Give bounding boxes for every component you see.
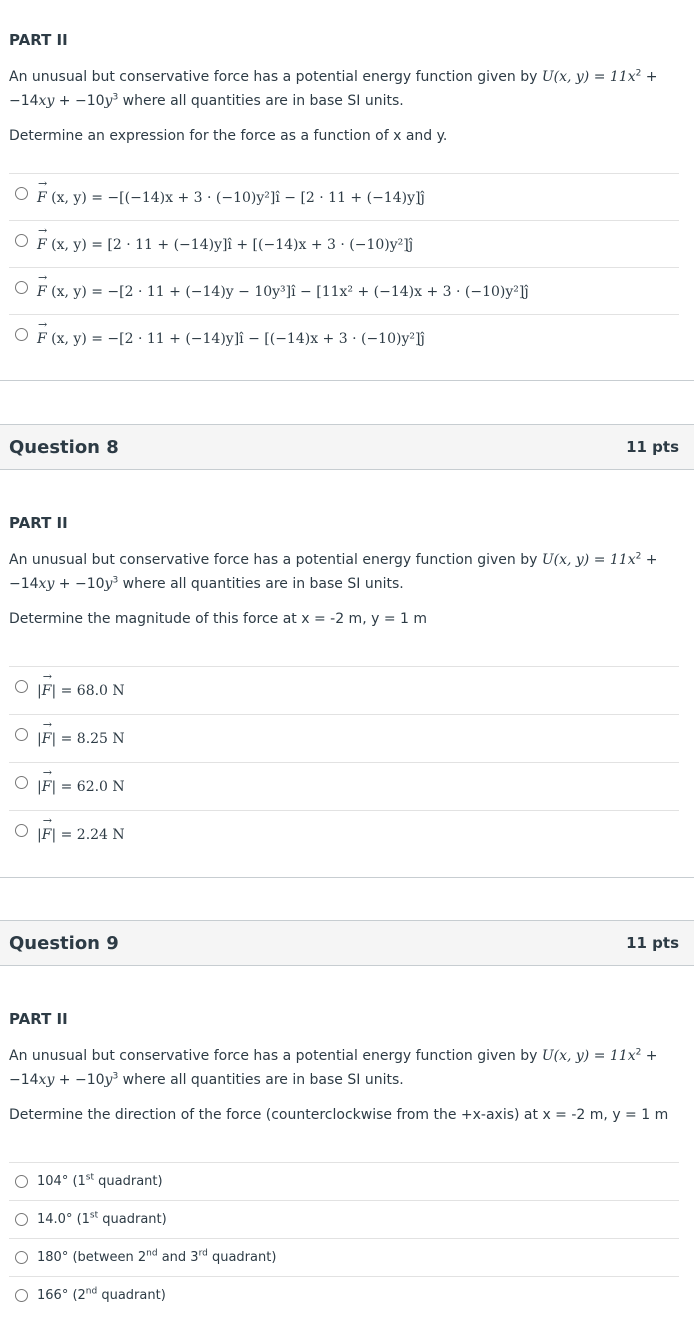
- radio-button[interactable]: [15, 234, 28, 247]
- q7-u-func: U(x, y) = 11x: [541, 69, 636, 85]
- force-vector-symbol: → F: [37, 237, 47, 253]
- q8-coef1: −14: [9, 576, 39, 592]
- q9-title: Question 9: [9, 932, 119, 954]
- q7-answer-3[interactable]: [9, 268, 679, 315]
- ordinal-suffix: st: [85, 1172, 95, 1183]
- answer-text: (x, y) = −[(−14)x + 3 · (−10)y²]î − [2 · 11 + (−14)y]ĵ: [51, 190, 425, 206]
- q7-y: y: [104, 93, 113, 109]
- answer-text: (x, y) = −[2 · 11 + (−14)y]î − [(−14)x + 3 · (−10)y²]ĵ: [51, 331, 425, 347]
- force-vector-symbol: → F: [42, 779, 52, 795]
- q9-points: 11 pts: [626, 934, 679, 952]
- q7-answer-4[interactable]: [9, 315, 679, 361]
- q9-plus: +: [641, 1048, 658, 1064]
- q7-question: Determine an expression for the force as a function of x and y.: [9, 128, 448, 144]
- q8-question: Determine the magnitude of this force at x = -2 m, y = 1 m: [9, 611, 428, 627]
- q8-prompt-end: where all quantities are in base SI units.: [118, 576, 404, 592]
- q8-answer-2[interactable]: |→ F| = 8.25 N: [9, 715, 679, 763]
- answer-text: 104° (1: [37, 1174, 86, 1189]
- answer-text: 14.0° (1: [37, 1212, 90, 1227]
- answer-text: | = 68.0 N: [51, 683, 125, 699]
- q7-prompt: [9, 65, 679, 113]
- q7-coef2: + −10: [54, 93, 105, 109]
- q9-answer-3[interactable]: [9, 1239, 679, 1277]
- answer-text-rest: quadrant): [97, 1288, 166, 1303]
- force-vector-symbol: → F: [37, 284, 47, 300]
- q7-coef1: −14: [9, 93, 39, 109]
- q7-answer-1[interactable]: [9, 174, 679, 221]
- q7-y-exp: 3: [112, 92, 119, 103]
- radio-button[interactable]: [15, 1289, 28, 1302]
- q8-prompt-text: An unusual but conservative force has a potential energy function given by: [9, 552, 542, 568]
- radio-button[interactable]: [15, 1175, 28, 1188]
- q9-answer-4[interactable]: [9, 1277, 679, 1314]
- q8-y: y: [104, 576, 113, 592]
- q9-u-exp: 2: [635, 1047, 642, 1058]
- ordinal-suffix: nd: [146, 1248, 158, 1259]
- q9-prompt-end: where all quantities are in base SI units.: [118, 1072, 404, 1088]
- q9-header: [0, 920, 694, 966]
- answer-text: | = 2.24 N: [51, 827, 125, 843]
- answer-text-rest: quadrant): [207, 1250, 277, 1265]
- q7-body: [0, 0, 694, 361]
- q9-answer-2[interactable]: [9, 1201, 679, 1239]
- answer-text: (x, y) = [2 · 11 + (−14)y]î + [(−14)x + 3 · (−10)y²]ĵ: [51, 237, 414, 253]
- q8-points: 11 pts: [626, 438, 679, 456]
- radio-button[interactable]: [15, 328, 28, 341]
- q8-y-exp: 3: [112, 575, 119, 586]
- q9-answer-1[interactable]: [9, 1163, 679, 1201]
- q9-question: Determine the direction of the force (counterclockwise from the +x-axis) at x = -2 m, y = 1 m: [9, 1107, 669, 1123]
- q9-y: y: [104, 1072, 113, 1088]
- q8-u-exp: 2: [635, 551, 642, 562]
- q8-xy: xy: [38, 576, 55, 592]
- ordinal-suffix: st: [89, 1210, 99, 1221]
- q8-plus: +: [641, 552, 658, 568]
- q9-prompt: [9, 1044, 679, 1092]
- answer-text: (x, y) = −[2 · 11 + (−14)y − 10y³]î − [11x² + (−14)x + 3 · (−10)y²]ĵ: [51, 284, 529, 300]
- q8-title: Question 8: [9, 436, 119, 458]
- q9-answer-list: [9, 1162, 679, 1314]
- q7-answer-list: [9, 173, 679, 361]
- q8-body: [0, 470, 694, 858]
- q7-plus: +: [641, 69, 658, 85]
- q9-u-func: U(x, y) = 11x: [541, 1048, 636, 1064]
- q8-coef2: + −10: [54, 576, 105, 592]
- force-vector-symbol: → F: [42, 731, 52, 747]
- ordinal-suffix: rd: [198, 1248, 208, 1259]
- force-vector-symbol: → F: [37, 190, 47, 206]
- q7-xy: xy: [38, 93, 55, 109]
- q8-answer-4[interactable]: |→ F| = 2.24 N: [9, 811, 679, 858]
- q7-prompt-end: where all quantities are in base SI units.: [118, 93, 404, 109]
- q7-part-label: PART II: [9, 31, 68, 49]
- force-vector-symbol: → F: [42, 827, 52, 843]
- q8-part-label: PART II: [9, 514, 68, 532]
- q9-part-label: PART II: [9, 1010, 68, 1028]
- q8-answer-3[interactable]: |→ F| = 62.0 N: [9, 763, 679, 811]
- q8-answer-1[interactable]: |→ F| = 68.0 N: [9, 667, 679, 715]
- answer-text-mid: and 3: [157, 1250, 199, 1265]
- q8-u-func: U(x, y) = 11x: [541, 552, 636, 568]
- q9-coef2: + −10: [54, 1072, 105, 1088]
- answer-text: 180° (between 2: [37, 1250, 147, 1265]
- answer-text: | = 8.25 N: [51, 731, 125, 747]
- q9-coef1: −14: [9, 1072, 39, 1088]
- radio-button[interactable]: [15, 728, 28, 741]
- q9-prompt-text: An unusual but conservative force has a potential energy function given by: [9, 1048, 542, 1064]
- q7-answer-2[interactable]: [9, 221, 679, 268]
- answer-text: 166° (2: [37, 1288, 86, 1303]
- q8-header: [0, 424, 694, 470]
- radio-button[interactable]: [15, 1213, 28, 1226]
- radio-button[interactable]: [15, 824, 28, 837]
- force-vector-symbol: → F: [42, 683, 52, 699]
- q8-answer-list: [9, 666, 679, 858]
- q9-xy: xy: [38, 1072, 55, 1088]
- answer-text-rest: quadrant): [94, 1174, 163, 1189]
- q9-body: [0, 966, 694, 1314]
- radio-button[interactable]: [15, 281, 28, 294]
- q7-u-exp: 2: [635, 68, 642, 79]
- radio-button[interactable]: [15, 1251, 28, 1264]
- radio-button[interactable]: [15, 776, 28, 789]
- force-vector-symbol: → F: [37, 331, 47, 347]
- q7-prompt-text: An unusual but conservative force has a potential energy function given by: [9, 69, 542, 85]
- answer-text-rest: quadrant): [98, 1212, 167, 1227]
- answer-text: | = 62.0 N: [51, 779, 125, 795]
- radio-button[interactable]: [15, 187, 28, 200]
- q9-y-exp: 3: [112, 1071, 119, 1082]
- radio-button[interactable]: [15, 680, 28, 693]
- ordinal-suffix: nd: [85, 1286, 98, 1297]
- q8-prompt: [9, 548, 679, 596]
